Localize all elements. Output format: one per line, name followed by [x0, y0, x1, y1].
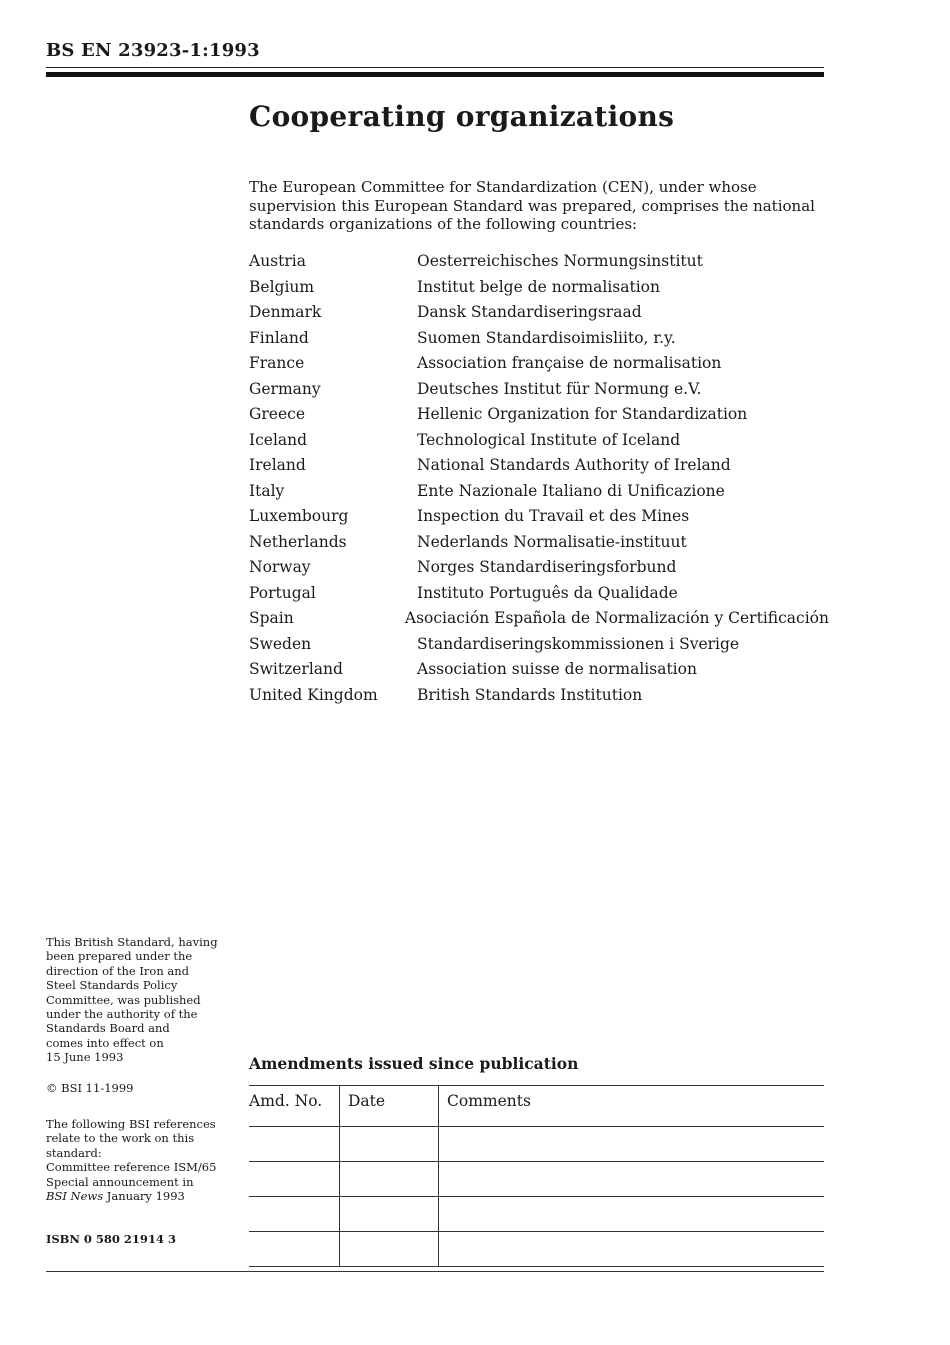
- text-line: Special announcement in: [46, 1174, 194, 1189]
- organization-row: [249, 276, 829, 302]
- standards-body-name: National Standards Authority of Ireland: [417, 456, 731, 474]
- standards-body-name: Oesterreichisches Normungsinstitut: [417, 252, 703, 270]
- standards-body-name: Dansk Standardiseringsraad: [417, 303, 642, 321]
- amendment-row: [249, 1232, 824, 1267]
- standards-body-name: Technological Institute of Iceland: [417, 430, 681, 449]
- amendments-title: Amendments issued since publication: [249, 1054, 579, 1073]
- organizations-list: [249, 250, 829, 709]
- date-cell: [340, 1127, 439, 1162]
- amd-no-cell: [249, 1127, 340, 1162]
- date-cell: [340, 1232, 439, 1267]
- organization-row: [249, 531, 829, 557]
- comments-cell: [439, 1127, 825, 1162]
- isbn: ISBN 0 580 21914 3: [46, 1231, 176, 1246]
- amd-no-cell: [249, 1232, 340, 1267]
- page-title: Cooperating organizations: [249, 100, 675, 133]
- amd-no-cell: [249, 1162, 340, 1197]
- country-name: Switzerland: [249, 660, 343, 678]
- country-name: Norway: [249, 558, 311, 576]
- text-line: been prepared under the: [46, 949, 193, 964]
- organization-row: [249, 607, 829, 633]
- standards-body-name: Ente Nazionale Italiano di Unificazione: [417, 481, 725, 500]
- text-line: Committee, was published: [46, 992, 201, 1007]
- organization-row: [249, 505, 829, 531]
- country-name: Greece: [249, 405, 305, 423]
- country-name: United Kingdom: [249, 685, 378, 704]
- country-name: France: [249, 354, 305, 372]
- comments-cell: [439, 1197, 825, 1232]
- publication-note: [46, 935, 231, 1065]
- country-name: Luxembourg: [249, 507, 349, 525]
- organization-row: [249, 429, 829, 455]
- country-name: Sweden: [249, 634, 312, 653]
- copyright-notice: © BSI 11-1999: [46, 1080, 134, 1095]
- organization-row: [249, 582, 829, 608]
- amendment-row: [249, 1127, 824, 1162]
- text-line: Committee reference ISM/65: [46, 1160, 217, 1175]
- standards-body-name: Institut belge de normalisation: [417, 277, 660, 296]
- text-line: 15 June 1993: [46, 1050, 124, 1065]
- intro-paragraph: The European Committee for Standardization (CEN), under whose supervision this European Standard was prepared, comprises the national standards organizations of the following countries:: [249, 178, 815, 233]
- amendment-row: [249, 1197, 824, 1232]
- text-line: comes into effect on: [46, 1035, 164, 1050]
- organization-row: [249, 352, 829, 378]
- organization-row: [249, 403, 829, 429]
- standards-body-name: Asociación Española de Normalización y Certificación: [404, 609, 829, 627]
- organization-row: [249, 556, 829, 582]
- bsi-references: [46, 1117, 231, 1203]
- text-line: direction of the Iron and: [46, 963, 190, 978]
- text-line: This British Standard, having: [46, 935, 218, 949]
- country-name: Austria: [249, 252, 306, 270]
- standards-body-name: Nederlands Normalisatie-instituut: [417, 532, 687, 551]
- country-name: Germany: [249, 379, 321, 398]
- bsi-references-text: [46, 1117, 216, 1189]
- standards-body-name: Association française de normalisation: [417, 354, 722, 372]
- comments-cell: [439, 1162, 825, 1197]
- text-line: Standards Board and: [46, 1021, 170, 1036]
- header-rule-thick: [46, 72, 824, 77]
- standards-body-name: Inspection du Travail et des Mines: [417, 507, 690, 525]
- country-name: Denmark: [249, 303, 322, 321]
- organization-row: [249, 378, 829, 404]
- organization-row: [249, 454, 829, 480]
- country-name: Italy: [249, 481, 285, 500]
- amendment-row: [249, 1162, 824, 1197]
- organization-row: [249, 633, 829, 659]
- amd-no-cell: [249, 1197, 340, 1232]
- standards-body-name: Standardiseringskommissionen i Sverige: [417, 634, 740, 653]
- amendments-table: [249, 1085, 824, 1267]
- text-line: under the authority of the: [46, 1007, 198, 1022]
- text-line: standard:: [46, 1145, 102, 1160]
- date-cell: [340, 1197, 439, 1232]
- publication-sidebar: [46, 935, 231, 1246]
- date-cell: [340, 1162, 439, 1197]
- text-line: The following BSI references: [46, 1117, 216, 1132]
- country-name: Spain: [249, 609, 294, 627]
- standards-body-name: Instituto Português da Qualidade: [417, 583, 678, 602]
- header-rule-thin: [46, 67, 824, 68]
- amendments-header-row: [249, 1086, 824, 1127]
- standards-body-name: British Standards Institution: [417, 685, 643, 704]
- country-name: Belgium: [249, 277, 315, 296]
- country-name: Netherlands: [249, 532, 347, 551]
- text-line: Steel Standards Policy: [46, 978, 178, 993]
- bsi-news-date: January 1993: [103, 1189, 185, 1204]
- country-name: Portugal: [249, 583, 316, 602]
- comments-header: Comments: [439, 1086, 825, 1127]
- standards-body-name: Hellenic Organization for Standardization: [417, 405, 748, 423]
- standards-body-name: Association suisse de normalisation: [417, 660, 697, 678]
- standards-body-name: Norges Standardiseringsforbund: [417, 558, 677, 576]
- organization-row: [249, 684, 829, 710]
- organization-row: [249, 480, 829, 506]
- date-header: Date: [340, 1086, 439, 1127]
- document-reference: BS EN 23923-1:1993: [46, 40, 260, 61]
- organization-row: [249, 250, 829, 276]
- footer-rule: [46, 1271, 824, 1272]
- organization-row: [249, 658, 829, 684]
- standards-body-name: Suomen Standardisoimisliito, r.y.: [417, 328, 676, 347]
- text-line: relate to the work on this: [46, 1131, 195, 1146]
- amd-no-header: Amd. No.: [249, 1086, 340, 1127]
- country-name: Finland: [249, 328, 309, 347]
- comments-cell: [439, 1232, 825, 1267]
- organization-row: [249, 327, 829, 353]
- bsi-news-title: BSI News: [46, 1189, 104, 1204]
- organization-row: [249, 301, 829, 327]
- country-name: Iceland: [249, 430, 308, 449]
- country-name: Ireland: [249, 456, 306, 474]
- standards-body-name: Deutsches Institut für Normung e.V.: [417, 379, 702, 398]
